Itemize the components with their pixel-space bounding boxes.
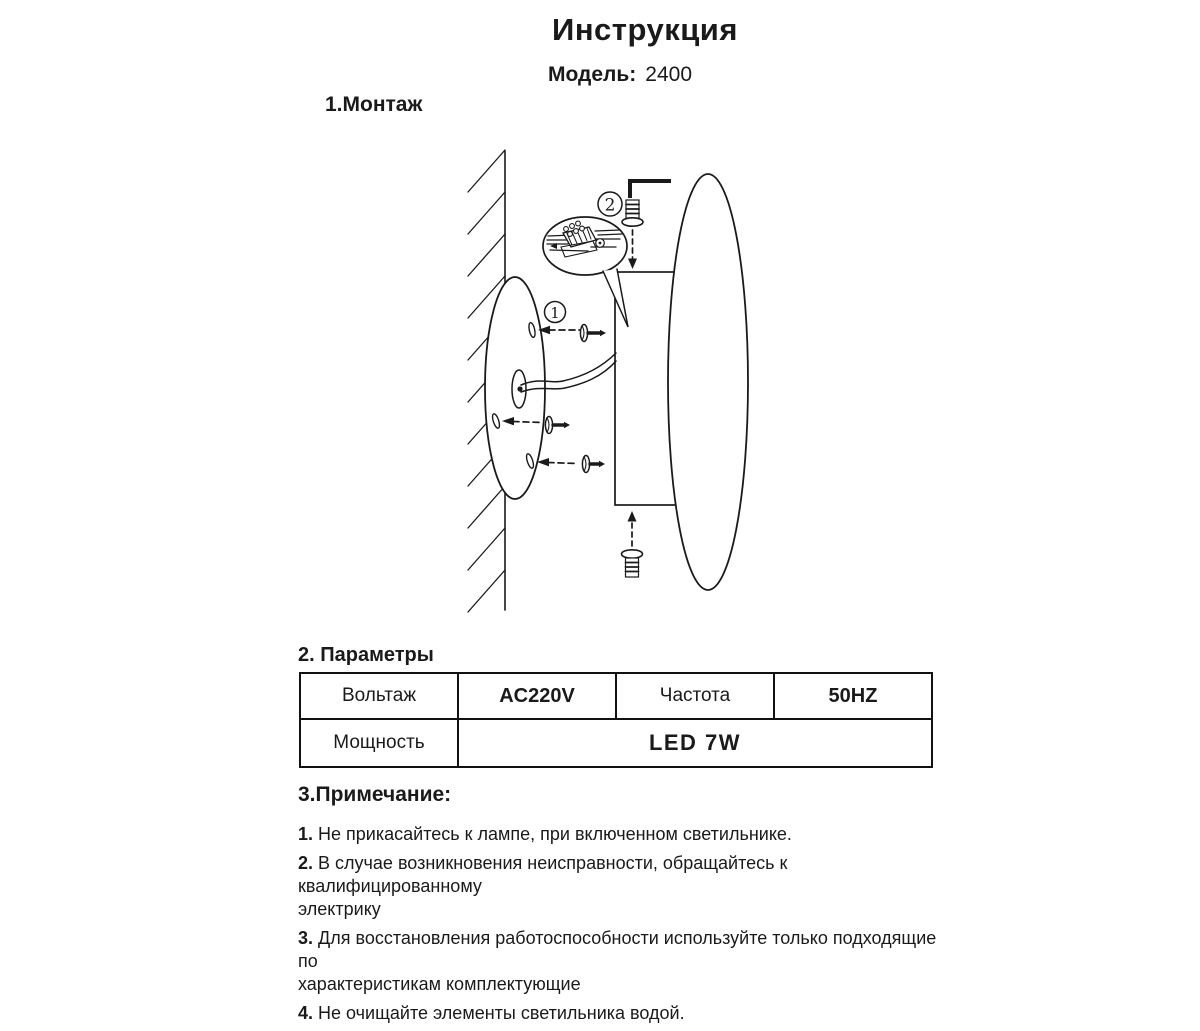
screw-arrow-1 (538, 326, 580, 334)
step-2-label: 2 (604, 195, 616, 216)
step-2-marker (598, 192, 622, 216)
note-text: Для восстановления работоспособности используйте только подходящие по (298, 928, 937, 971)
step-1-marker (545, 302, 566, 323)
model-line (548, 63, 692, 87)
frequency-value-cell: 50HZ (774, 673, 932, 719)
power-label-cell: Мощность (300, 719, 458, 767)
top-screw (622, 200, 643, 226)
note-text: электрику (298, 899, 381, 919)
mounting-plate (485, 277, 545, 499)
note-number: 1. (298, 824, 314, 844)
section-heading-notes: 3.Примечание: (298, 783, 452, 806)
voltage-label-cell: Вольтаж (300, 673, 458, 719)
note-item (298, 927, 938, 996)
lamp-shade (668, 174, 748, 590)
note-text: характеристикам комплектующие (298, 974, 581, 994)
screw-arrow-3 (537, 458, 577, 466)
bottom-screw (622, 550, 643, 577)
step-1-label: 1 (550, 304, 560, 322)
section-heading-montage: 1.Монтаж (325, 93, 423, 116)
mounting-screw-1 (580, 325, 606, 342)
table-row (300, 719, 932, 767)
mounting-screw-2 (545, 417, 570, 434)
notes-list (298, 823, 938, 1031)
montage-diagram (440, 140, 770, 640)
section-heading-params: 2. Параметры (298, 644, 434, 666)
note-item (298, 1002, 938, 1025)
note-text: Не очищайте элементы светильника водой. (318, 1003, 685, 1023)
note-number: 3. (298, 928, 314, 948)
page-title: Инструкция (552, 12, 738, 47)
frequency-label-cell: Частота (616, 673, 774, 719)
note-text: В случае возникновения неисправности, обращайтесь к квалифицированному (298, 853, 788, 896)
model-value: 2400 (645, 63, 693, 86)
note-item (298, 852, 938, 921)
note-item (298, 823, 938, 846)
mounting-screw-3 (582, 456, 605, 473)
bottom-screw-arrow (628, 511, 637, 546)
note-number: 4. (298, 1003, 314, 1023)
mounting-bracket (630, 181, 671, 198)
model-label: Модель: (548, 63, 637, 86)
table-row (300, 673, 932, 719)
parameters-table (299, 672, 933, 768)
power-value-cell: LED 7W (458, 719, 932, 767)
top-screw-arrow (628, 230, 637, 269)
note-text: Не прикасайтесь к лампе, при включенном светильнике. (318, 824, 792, 844)
voltage-value-cell: AC220V (458, 673, 616, 719)
note-number: 2. (298, 853, 314, 873)
